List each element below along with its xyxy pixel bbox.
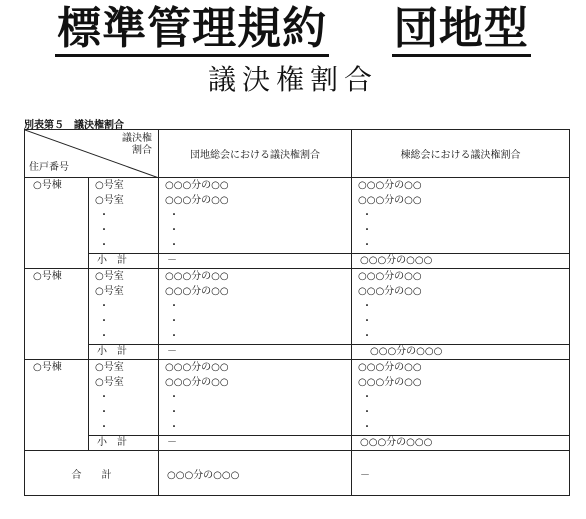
estate-value: ○○○分の○○	[165, 195, 229, 206]
room-item: ・	[99, 422, 109, 433]
total-row	[25, 451, 570, 496]
room-item: ○号室	[95, 271, 124, 282]
header-building: 棟総会における議決権割合	[352, 130, 570, 178]
table-row	[25, 178, 570, 254]
estate-value: ○○○分の○○	[165, 362, 229, 373]
building-value: ○○○分の○○	[358, 271, 422, 282]
estate-value: ・	[169, 301, 179, 312]
room-item: ・	[99, 392, 109, 403]
subtotal-label: 小 計	[89, 254, 159, 269]
document-subtitle: 議決権割合	[207, 63, 378, 96]
room-item: ・	[99, 240, 109, 251]
building-value: ・	[362, 240, 372, 251]
estate-value: ○○○分の○○	[165, 286, 229, 297]
building-value: ・	[362, 301, 372, 312]
estate-values-cell	[159, 178, 352, 254]
subtotal-building: ○○○分の○○○	[352, 436, 570, 451]
building-value: ・	[362, 331, 372, 342]
estate-values-cell	[159, 360, 352, 436]
estate-value: ・	[169, 407, 179, 418]
building-value: ○○○分の○○	[358, 180, 422, 191]
room-item: ・	[99, 210, 109, 221]
building-cell: ○号棟	[25, 178, 89, 269]
corner-bottom-label: 住戸番号	[29, 162, 69, 173]
estate-value: ・	[169, 210, 179, 221]
header-corner-cell	[25, 130, 159, 178]
table-row	[25, 360, 570, 436]
estate-value: ○○○分の○○	[165, 271, 229, 282]
building-value: ・	[362, 422, 372, 433]
building-values-cell	[352, 269, 570, 345]
room-item: ○号室	[95, 195, 124, 206]
building-value: ○○○分の○○	[358, 377, 422, 388]
room-item: ・	[99, 316, 109, 327]
estate-value: ○○○分の○○	[165, 180, 229, 191]
building-value: ・	[362, 316, 372, 327]
building-value: ・	[362, 210, 372, 221]
subtotal-estate: －	[159, 436, 352, 451]
estate-value: ・	[169, 240, 179, 251]
room-item: ・	[99, 407, 109, 418]
building-value: ・	[362, 225, 372, 236]
building-value: ○○○分の○○	[358, 286, 422, 297]
corner-top-label	[122, 133, 152, 157]
corner-top-line2: 割合	[132, 145, 152, 156]
building-value: ・	[362, 392, 372, 403]
rooms-cell	[89, 178, 159, 254]
rooms-cell	[89, 269, 159, 345]
title-main: 標準管理規約	[55, 3, 329, 57]
room-item: ○号室	[95, 362, 124, 373]
subtotal-building: ○○○分の○○○	[352, 254, 570, 269]
room-item: ○号室	[95, 377, 124, 388]
building-value: ・	[362, 407, 372, 418]
corner-top-line1: 議決権	[122, 133, 152, 144]
rooms-cell	[89, 360, 159, 436]
total-building: －	[352, 451, 570, 496]
table-row	[25, 269, 570, 345]
title-type: 団地型	[392, 3, 531, 57]
header-estate: 団地総会における議決権割合	[159, 130, 352, 178]
room-item: ○号室	[95, 180, 124, 191]
document-title	[0, 0, 586, 58]
building-value: ○○○分の○○	[358, 195, 422, 206]
table-label: 別表第５ 議決権割合	[24, 120, 124, 131]
estate-value: ・	[169, 225, 179, 236]
building-values-cell	[352, 178, 570, 254]
subtotal-row	[25, 345, 570, 360]
subtotal-label: 小 計	[89, 436, 159, 451]
total-estate: ○○○分の○○○	[159, 451, 352, 496]
building-value: ○○○分の○○	[358, 362, 422, 373]
room-item: ・	[99, 301, 109, 312]
subtotal-label: 小 計	[89, 345, 159, 360]
room-item: ・	[99, 331, 109, 342]
subtotal-row	[25, 436, 570, 451]
building-values-cell	[352, 360, 570, 436]
subtotal-estate: －	[159, 345, 352, 360]
room-item: ・	[99, 225, 109, 236]
total-label: 合 計	[25, 451, 159, 496]
estate-value: ・	[169, 422, 179, 433]
estate-value: ○○○分の○○	[165, 377, 229, 388]
subtotal-row	[25, 254, 570, 269]
estate-value: ・	[169, 392, 179, 403]
estate-value: ・	[169, 331, 179, 342]
table-header-row	[25, 130, 570, 178]
estate-values-cell	[159, 269, 352, 345]
subtotal-building: ○○○分の○○○	[352, 345, 570, 360]
room-item: ○号室	[95, 286, 124, 297]
voting-rights-table	[24, 129, 570, 496]
subtotal-estate: －	[159, 254, 352, 269]
building-cell: ○号棟	[25, 269, 89, 360]
building-cell: ○号棟	[25, 360, 89, 451]
estate-value: ・	[169, 316, 179, 327]
